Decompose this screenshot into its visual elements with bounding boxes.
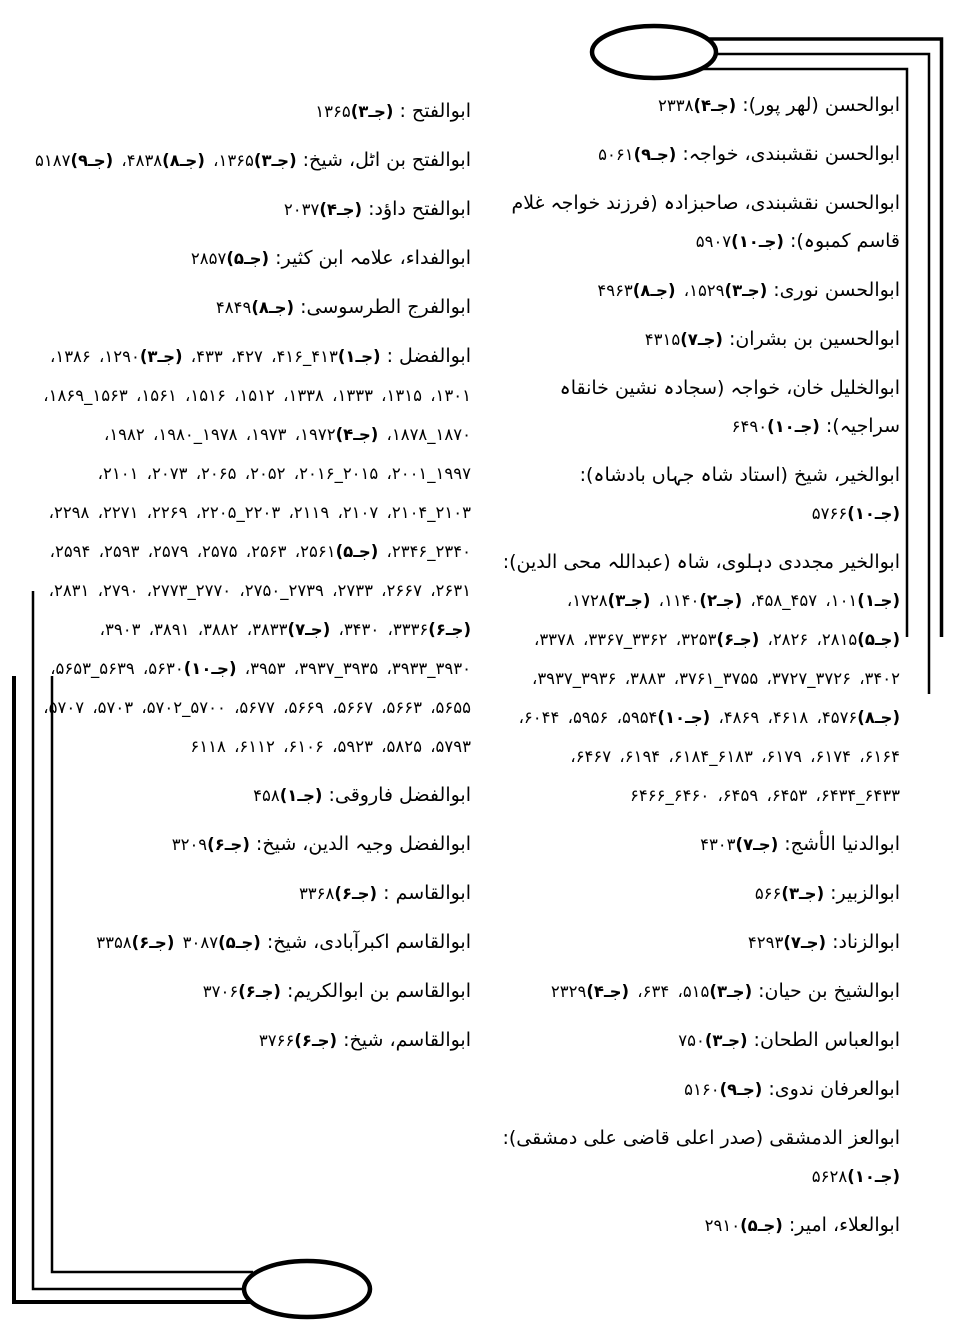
entry-references: (جـ۱۰)۵۷۶۶ [811,504,900,523]
index-entry [28,874,471,913]
entry-name: ابوالعز الدمشقی (صدر اعلی قاضی علی دمشقی): [502,1127,900,1149]
index-column-right [490,86,900,1255]
entry-name: ابوالعرفان ندوی: [762,1078,900,1100]
entry-name: ابوالقاسم بن ابوالکریم: [280,980,471,1002]
index-entry [28,972,471,1011]
index-entry [490,1021,900,1060]
entry-name: ابوالحسن نقشبندی، صاحبزادہ (فرزند خواجہ غلام قاسم کمبوہ): [511,192,900,252]
entry-name: ابوالفتح : [393,100,471,122]
index-entry [28,825,471,864]
entry-name: ابوالقاسم، شیخ: [337,1029,471,1051]
entry-name: ابوالفضل وجیہ الدین، شیخ: [249,833,471,855]
entry-references: (جـ۷)۴۳۰۳ [700,835,779,854]
index-entry [490,456,900,533]
entry-references: (جـ۳)۷۵۰ [678,1031,748,1050]
entry-name: ابوالقاسم : [377,882,471,904]
index-entry [490,1206,900,1245]
top-ellipse-ornament [592,26,716,78]
entry-name: ابوالفرج الطرسوسی: [294,296,471,318]
index-entry [28,288,471,327]
entry-references: (جـ۷)۴۲۹۳ [747,933,827,952]
entry-name: ابوالخلیل خان، خواجہ (سجادہ نشین خانقاہ سراجیہ): [559,377,900,437]
entry-references: (جـ۹)۵۰۶۱ [598,145,677,164]
entry-references: (جـ۵)۲۹۱۰ [704,1216,783,1235]
entry-name: ابوالعباس الطحان: [747,1029,900,1051]
index-entry [490,1070,900,1109]
index-entry [28,776,471,815]
index-entry [490,543,900,815]
index-entry [28,239,471,278]
entry-name: ابوالزناد: [826,931,900,953]
entry-references: (جـ۵)۲۸۵۷ [190,249,270,268]
index-entry [490,184,900,261]
entry-name: ابوالخیر، شیخ (استاد شاہ جہاں بادشاہ): [579,464,900,486]
entry-references: (جـ۸)۴۸۴۹ [215,298,295,317]
entry-references: (جـ۳)۵۶۶ [754,884,825,903]
entry-references: (جـ۶)۳۷۰۶ [202,982,281,1001]
index-entry [490,825,900,864]
index-entry [490,1119,900,1196]
index-entry [490,135,900,174]
entry-name: ابوالفتح داؤد: [362,198,471,220]
index-entry [28,1021,471,1060]
index-entry [28,190,471,229]
entry-name: ابوالقاسم اکبرآبادی، شیخ: [260,931,471,953]
entry-name: ابوالفضل : [380,345,471,367]
entry-references: (جـ۳)۱۵۲۹، (جـ۸)۴۹۶۳ [597,281,768,300]
index-entry [490,271,900,310]
index-entry [490,86,900,125]
entry-name: ابوالدنیا الأشج: [778,833,900,855]
index-entry [28,92,471,131]
entry-name: ابوالحسین بن بشران: [722,328,900,350]
entry-references: (جـ۴)۲۰۳۷ [283,200,363,219]
entry-references: (جـ۶)۳۷۶۶ [258,1031,338,1050]
bottom-ellipse-ornament [244,1261,370,1317]
index-entry [490,874,900,913]
entry-name: ابوالشیخ بن حیان: [752,980,900,1002]
entry-references: (جـ۷)۴۳۱۵ [644,330,723,349]
entry-name: ابوالفداء، علامہ ابن کثیر: [269,247,471,269]
index-entry [28,337,471,766]
index-column-left [28,92,471,1070]
entry-references: (جـ۶)۳۳۶۸ [298,884,378,903]
entry-references: (جـ۱۰)۶۴۹۰ [731,417,820,436]
entry-name: ابوالحسن (لهر پور): [736,94,900,116]
entry-name: ابوالفضل فاروقی: [322,784,471,806]
entry-name: ابوالعلاء، امیر: [782,1214,900,1236]
entry-name: ابوالزبیر: [824,882,900,904]
entry-references: (جـ۱۰)۵۶۲۸ [811,1167,900,1186]
index-entry [28,141,471,180]
entry-references: (جـ۳)۱۳۶۵، (جـ۸)۴۸۳۸، (جـ۹)۵۱۸۷ [34,151,297,170]
index-entry [28,923,471,962]
entry-name: ابوالحسن نوری: [767,279,900,301]
entry-references: (جـ۴)۲۳۳۸ [658,96,737,115]
entry-references: (جـ۱)۴۱۳_۴۱۶، ۴۲۷، ۴۳۳، (جـ۳)۱۲۹۰، ۱۳۸۶، ۱۳۰۱، ۱۳۱۵، ۱۳۳۳، ۱۳۳۸، ۱۵۱۲، ۱۵۱۶، ۱۵۶۱، ۱۵۶۳_۱۸۶۹، ۱۸۷۰_۱۸۷۸، (جـ۴)۱۹۷۲، ۱۹۷۳، ۱۹۷۸_۱۹۸۰، ۱۹۸۲، ۱۹۹۷_۲۰۰۱، ۲۰۱۵_۲۰۱۶، ۲۰۵۲، ۲۰۶۵، ۲۰۷۳، ۲۱۰۱، ۲۱۰۳_۲۱۰۴، ۲۱۰۷، ۲۱۱۹، ۲۲۰۳_۲۲۰۵، ۲۲۶۹، ۲۲۷۱، ۲۲۹۸، ۲۳۴۰_۲۳۴۶، (جـ۵)۲۵۶۱، ۲۵۶۳، ۲۵۷۵، ۲۵۷۹، ۲۵۹۳، ۲۵۹۴، ۲۶۳۱، ۲۶۶۷، ۲۷۳۳، ۲۷۳۹_۲۷۵۰، ۲۷۷۰_۲۷۷۳، ۲۷۹۰، ۲۸۳۱، (جـ۶)۳۳۳۶، ۳۴۳۰، (جـ۷)۳۸۳۳، ۳۸۸۲، ۳۸۹۱، ۳۹۰۳، ۳۹۳۰_۳۹۳۳، ۳۹۳۵_۳۹۳۷، ۳۹۵۳، (جـ۱۰)۵۶۳۰، ۵۶۳۹_۵۶۵۳، ۵۶۵۵، ۵۶۶۳، ۵۶۶۷، ۵۶۶۹، ۵۶۷۷، ۵۷۰۰_۵۷۰۲، ۵۷۰۳، ۵۷۰۷، ۵۷۹۳، ۵۸۲۵، ۵۹۲۳، ۶۱۰۶، ۶۱۱۲، ۶۱۱۸ [43,347,471,756]
index-entry [490,320,900,359]
entry-references: (جـ۵)۳۰۸۷ (جـ۶)۳۳۵۸ [96,933,261,952]
entry-references: (جـ۱)۴۵۸ [253,786,323,805]
entry-name: ابوالخیر مجددی دہلوی، شاہ (عبداللہ محی الدین): [502,551,900,573]
entry-references: (جـ۹)۵۱۶۰ [684,1080,763,1099]
entry-references: (جـ۱۰)۵۹۰۷ [695,232,784,251]
index-entry [490,369,900,446]
entry-references: (جـ۶)۳۲۰۹ [171,835,250,854]
index-entry [490,923,900,962]
entry-name: ابوالحسن نقشبندی، خواجہ: [676,143,900,165]
index-entry [490,972,900,1011]
entry-references: (جـ۳)۱۳۶۵ [315,102,394,121]
entry-references: (جـ۳)۵۱۵، ۶۳۴، (جـ۴)۲۳۲۹ [550,982,753,1001]
entry-references: (جـ۱)۱۰۱، ۴۵۷_۴۵۸، (جـ۲)۱۱۴۰، (جـ۳)۱۷۲۸، (جـ۵)۲۸۱۵، ۲۸۲۶، (جـ۶)۳۲۵۳، ۳۳۶۲_۳۳۶۷، ۳۳۷۸، ۳۴۰۲، ۳۷۲۶_۳۷۲۷، ۳۷۵۵_۳۷۶۱، ۳۸۸۳، ۳۹۳۶_۳۹۳۷، (جـ۸)۴۵۷۶، ۴۶۱۸، ۴۸۶۹، (جـ۱۰)۵۹۵۴، ۵۹۵۶، ۶۰۴۴، ۶۱۶۴، ۶۱۷۴، ۶۱۷۹، ۶۱۸۳_۶۱۸۴، ۶۱۹۴، ۶۴۶۷، ۶۴۳۳_۶۴۳۴، ۶۴۵۳، ۶۴۵۹، ۶۴۶۰_۶۴۶۶ [518,591,900,805]
entry-name: ابوالفتح بن اٹل، شیخ: [296,149,471,171]
